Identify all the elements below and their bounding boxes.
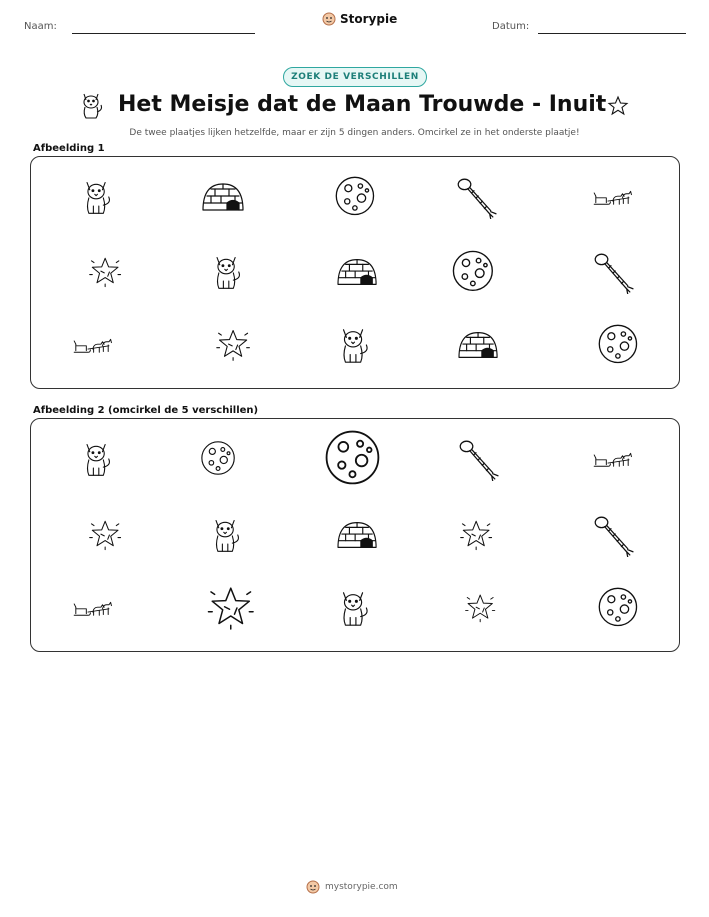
storypie-mascot-icon: [322, 12, 336, 26]
picture-1-moon-icon[interactable]: [596, 322, 642, 368]
picture-1-star-icon[interactable]: [88, 254, 124, 290]
picture-2-husky-dog-icon[interactable]: [78, 437, 116, 481]
worksheet-type-badge: ZOEK DE VERSCHILLEN: [283, 67, 427, 87]
picture-2-rope-icon[interactable]: [455, 437, 499, 481]
footer-url[interactable]: mystorypie.com: [325, 882, 398, 892]
brand-logo: [322, 12, 397, 26]
brand-name: Storypie: [340, 12, 398, 26]
picture-1-igloo-icon[interactable]: [334, 252, 382, 292]
picture-1-rope-icon[interactable]: [590, 250, 634, 294]
picture-2-star-icon[interactable]: [464, 591, 498, 625]
picture-2-dog-sled-icon[interactable]: [67, 591, 117, 625]
picture-2-husky-dog-icon[interactable]: [207, 511, 245, 559]
picture-1-igloo-icon[interactable]: [199, 176, 249, 218]
picture-1-husky-dog-icon[interactable]: [78, 175, 116, 219]
picture-2-moon-icon[interactable]: [199, 439, 239, 479]
picture-1-igloo-icon[interactable]: [455, 325, 503, 365]
section1-label: Afbeelding 1: [33, 143, 105, 154]
picture-1-husky-dog-icon[interactable]: [208, 248, 246, 296]
picture-1-star-icon[interactable]: [215, 326, 253, 364]
star-icon: [606, 94, 630, 118]
picture-2-star-icon[interactable]: [459, 517, 495, 553]
picture-2-igloo-icon[interactable]: [334, 515, 382, 555]
date-line[interactable]: [538, 33, 686, 34]
picture-1-dog-sled-icon[interactable]: [587, 180, 637, 214]
picture-2-star-icon[interactable]: [206, 582, 258, 634]
name-line[interactable]: [72, 33, 255, 34]
picture-2-moon-icon[interactable]: [596, 585, 642, 631]
picture-2-moon-icon[interactable]: [322, 427, 386, 491]
picture-2-husky-dog-icon[interactable]: [334, 584, 374, 632]
picture-1-rope-icon[interactable]: [453, 175, 497, 219]
date-label: Datum:: [492, 21, 530, 32]
husky-dog-icon: [78, 90, 104, 120]
picture-2-star-icon[interactable]: [88, 517, 124, 553]
name-label: Naam:: [24, 21, 57, 32]
picture-2-dog-sled-icon[interactable]: [587, 442, 637, 476]
picture-1-moon-icon[interactable]: [333, 174, 379, 220]
picture-1-moon-icon[interactable]: [450, 248, 498, 296]
picture-1-dog-sled-icon[interactable]: [67, 328, 117, 362]
page-title: Het Meisje dat de Maan Trouwde - Inuit: [118, 92, 607, 117]
section2-label: Afbeelding 2 (omcirkel de 5 verschillen): [33, 405, 259, 416]
picture-2-rope-icon[interactable]: [590, 513, 634, 557]
instructions: De twee plaatjes lijken hetzelfde, maar er zijn 5 dingen anders. Omcirkel ze in het onderste plaatje!: [129, 128, 580, 138]
storypie-mascot-icon: [306, 880, 320, 894]
footer: [306, 880, 398, 894]
picture-1-husky-dog-icon[interactable]: [334, 321, 374, 369]
